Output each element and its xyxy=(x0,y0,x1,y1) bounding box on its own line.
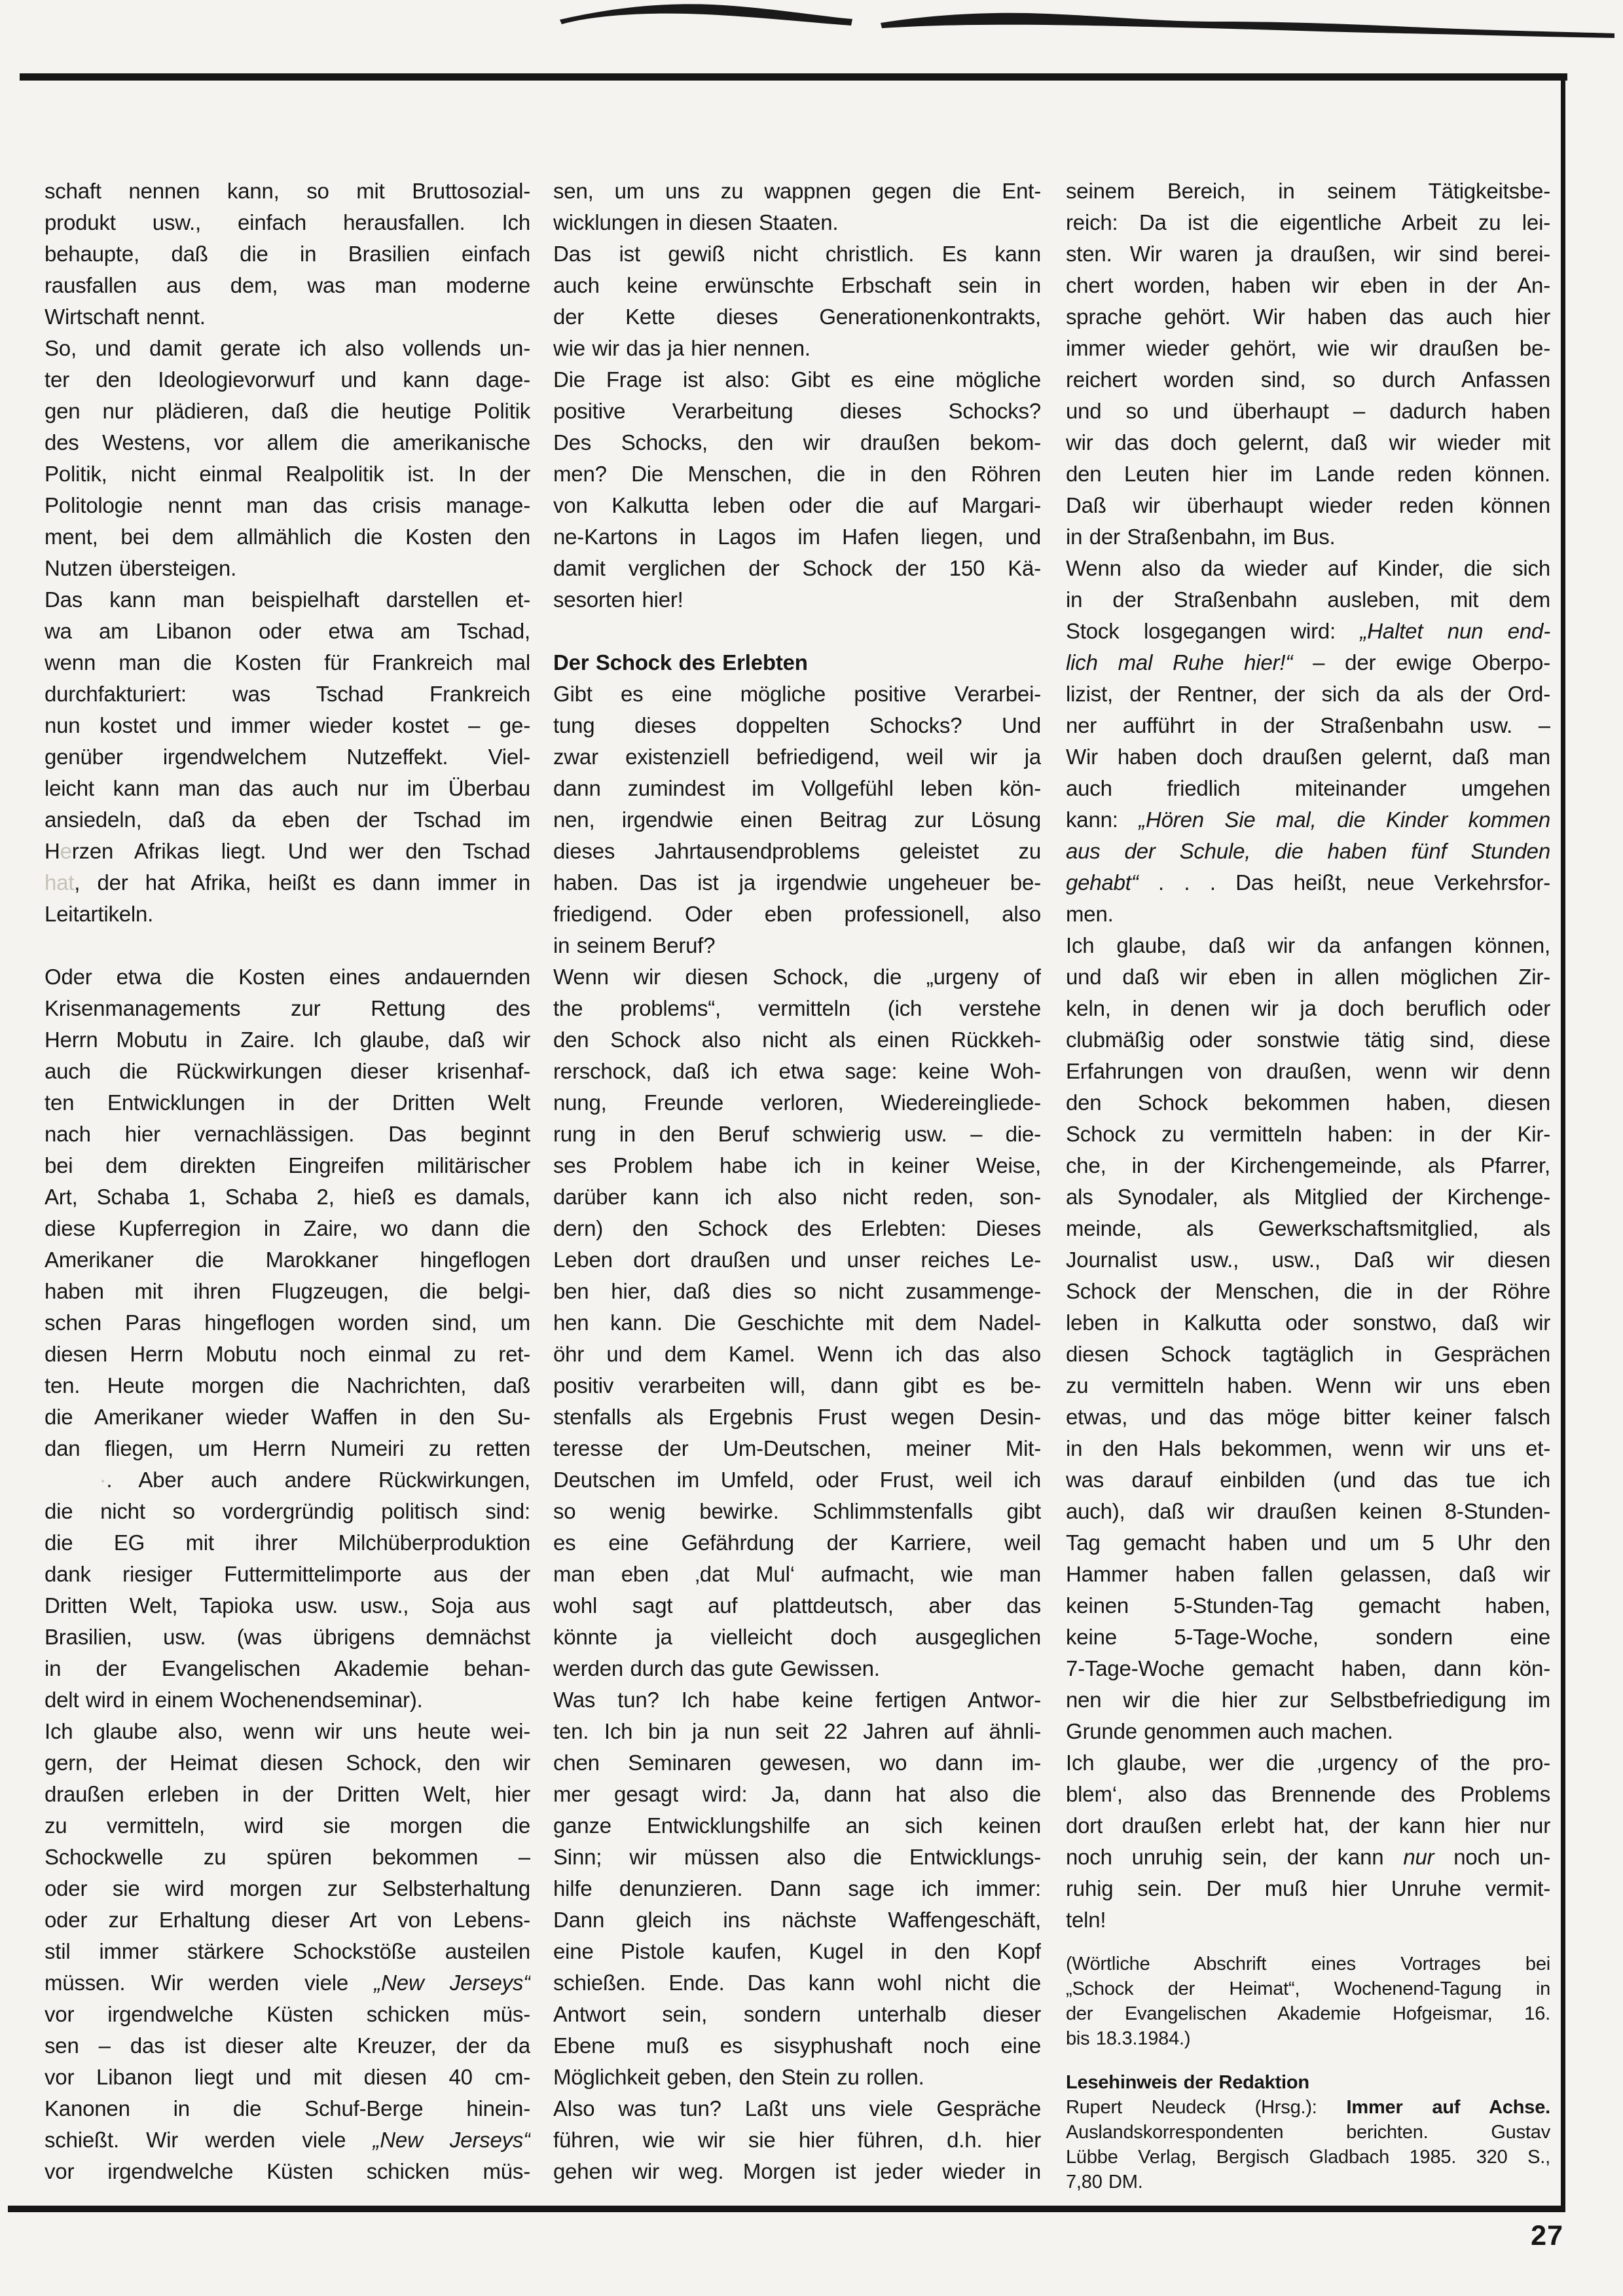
text-column-middle xyxy=(553,176,1041,2187)
text-line: zu vermitteln haben. Wenn wir uns eben xyxy=(1066,1373,1550,1398)
text-line: clubmäßig oder sonstwie tätig sind, diese xyxy=(1066,1028,1550,1052)
paragraph-gap xyxy=(553,616,1041,647)
text-line: gern, der Heimat diesen Schock, den wir xyxy=(45,1747,530,1779)
text-line xyxy=(1066,867,1550,898)
paragraph-gap xyxy=(1066,1936,1550,1952)
text-line: Des Schocks, den wir draußen bekom- xyxy=(553,430,1041,454)
text-line: Was tun? Ich habe keine fertigen Antwor- xyxy=(553,1688,1041,1712)
text-line: sen, um uns zu wappnen gegen die Ent- xyxy=(553,179,1041,203)
text-line: Daß wir überhaupt wieder reden können xyxy=(1066,493,1550,517)
right-margin-rule xyxy=(1561,76,1565,2212)
text-line: diese Kupferregion in Zaire, wo dann die xyxy=(45,1216,530,1240)
text-line: vor irgendwelche Küsten schicken müs- xyxy=(45,2159,530,2183)
text-line: dieses Jahrtausendproblems geleistet zu xyxy=(553,839,1041,863)
text-line: Schockwelle zu spüren bekommen – xyxy=(45,1845,530,1869)
text-line: ten. Heute morgen die Nachrichten, daß xyxy=(45,1373,530,1398)
text-line: lizist, der Rentner, der sich da als der Ord- xyxy=(1066,682,1550,706)
text-line: sten. Wir waren ja draußen, wir sind berei- xyxy=(1066,242,1550,266)
text-line: eine Pistole kaufen, Kugel in den Kopf xyxy=(553,1939,1041,1963)
text-line: Deutschen im Umfeld, oder Frust, weil ich xyxy=(553,1468,1041,1492)
text-segment: . . . Das heißt, neue Verkehrsfor- xyxy=(1138,870,1550,895)
text-line: den Schock also nicht als einen Rückkeh- xyxy=(553,1028,1041,1052)
paragraph-gap xyxy=(45,930,530,961)
text-line: nung, Freunde verloren, Wiedereingliede- xyxy=(553,1090,1041,1115)
text-line: Die Frage ist also: Gibt es eine mögliche xyxy=(553,367,1041,392)
text-line: produkt usw., einfach herausfallen. Ich xyxy=(45,210,530,234)
text-line: Krisenmanagements zur Rettung des xyxy=(45,996,530,1020)
text-line: von Kalkutta leben oder die auf Margari- xyxy=(553,493,1041,517)
text-line: diesen Schock tagtäglich in Gesprächen xyxy=(1066,1342,1550,1366)
text-line: als Synodaler, als Mitglied der Kirchenge- xyxy=(1066,1185,1550,1209)
text-segment: „Hören Sie mal, die Kinder kommen xyxy=(1139,807,1550,832)
text-line: Ich glaube also, wenn wir uns heute wei- xyxy=(45,1719,530,1743)
text-line: rausfallen aus dem, was man moderne xyxy=(45,273,530,297)
text-line: nen, irgendwie einen Beitrag zur Lösung xyxy=(553,807,1041,832)
text-line: the problems“, vermitteln (ich verstehe xyxy=(553,996,1041,1020)
text-line: die nicht so vordergründig politisch sind: xyxy=(45,1499,530,1523)
text-line: Ich glaube, wer die ‚urgency of the pro- xyxy=(1066,1750,1550,1775)
text-line: hen kann. Die Geschichte mit dem Nadel- xyxy=(553,1310,1041,1335)
text-line: meinde, als Gewerkschaftsmitglied, als xyxy=(1066,1216,1550,1240)
text-line: wohl sagt auf plattdeutsch, aber das xyxy=(553,1593,1041,1618)
text-line: auch), daß wir draußen keinen 8-Stunden- xyxy=(1066,1499,1550,1523)
text-line: Ebene muß es sisyphushaft noch eine xyxy=(553,2033,1041,2058)
text-line: darüber kann ich also nicht reden, son- xyxy=(553,1185,1041,1209)
text-line: in der Straßenbahn ausleben, mit dem xyxy=(1066,587,1550,612)
text-line: Politologie nennt man das crisis manage- xyxy=(45,493,530,517)
text-line: oder zur Erhaltung dieser Art von Lebens- xyxy=(45,1908,530,1932)
text-line: sprache gehört. Wir haben das auch hier xyxy=(1066,305,1550,329)
text-line: auch friedlich miteinander umgehen xyxy=(1066,776,1550,800)
text-line: Brasilien, usw. (was übrigens demnächst xyxy=(45,1625,530,1649)
text-line: Ich glaube, daß wir da anfangen können, xyxy=(1066,933,1550,957)
text-line: Nutzen übersteigen. xyxy=(45,556,237,580)
text-line: den Schock bekommen haben, diesen xyxy=(1066,1090,1550,1115)
text-line: Politik, nicht einmal Realpolitik ist. In der xyxy=(45,462,530,486)
text-line: Lübbe Verlag, Bergisch Gladbach 1985. 320 S., xyxy=(1066,2146,1550,2168)
text-segment: H xyxy=(45,839,60,863)
text-line: nen wir die hier zur Selbstbefriedigung im xyxy=(1066,1688,1550,1712)
text-line: es eine Gefährdung der Karriere, weil xyxy=(553,1530,1041,1555)
text-line: der Evangelischen Akademie Hofgeismar, 16. xyxy=(1066,2003,1550,2024)
text-segment: hat xyxy=(45,870,75,895)
text-line: Wirtschaft nennt. xyxy=(45,305,206,329)
text-line: 7-Tage-Woche gemacht haben, dann kön- xyxy=(1066,1656,1550,1680)
text-line: Dritten Welt, Tapioka usw. usw., Soja aus xyxy=(45,1593,530,1618)
text-line: men. xyxy=(1066,902,1114,926)
text-line: reich: Da ist die eigentliche Arbeit zu lei- xyxy=(1066,210,1550,234)
text-line: auch keine erwünschte Erbschaft sein in xyxy=(553,273,1041,297)
text-line: ganze Entwicklungshilfe an sich keinen xyxy=(553,1813,1041,1838)
text-line xyxy=(45,2124,530,2156)
text-line: men? Die Menschen, die in den Röhren xyxy=(553,462,1041,486)
text-line: wie wir das ja hier nennen. xyxy=(553,336,811,360)
text-line: stil immer stärkere Schockstöße austeilen xyxy=(45,1939,530,1963)
text-line: sen – das ist dieser alte Kreuzer, der da xyxy=(45,2033,530,2058)
text-line: ment, bei dem allmählich die Kosten den xyxy=(45,525,530,549)
heading-line: Der Schock des Erlebten xyxy=(553,650,808,675)
text-line: Antwort sein, sondern unterhalb dieser xyxy=(553,2002,1041,2026)
text-line: oder sie wird morgen zur Selbsterhaltung xyxy=(45,1876,530,1900)
text-line: Gibt es eine mögliche positive Verarbei- xyxy=(553,682,1041,706)
text-line: teln! xyxy=(1066,1908,1106,1932)
text-segment: rzen Afrikas liegt. Und wer den Tschad xyxy=(71,839,530,863)
text-segment: Immer auf Achse. xyxy=(1346,2096,1550,2118)
text-segment: noch un- xyxy=(1434,1845,1550,1869)
text-line: schießen. Ende. Das kann wohl nicht die xyxy=(553,1971,1041,1995)
text-line: haben. Das ist ja irgendwie ungeheuer be- xyxy=(553,870,1041,895)
text-line: in der Evangelischen Akademie behan- xyxy=(45,1656,530,1680)
text-line: Erfahrungen von draußen, wenn wir denn xyxy=(1066,1059,1550,1083)
text-segment: „New Jerseys“ xyxy=(373,2128,530,2152)
text-line: tung dieses doppelten Schocks? Und xyxy=(553,713,1041,737)
text-line: rung in den Beruf schwierig usw. – die- xyxy=(553,1122,1041,1146)
text-line: wicklungen in diesen Staaten. xyxy=(553,210,839,234)
text-line: werden durch das gute Gewissen. xyxy=(553,1656,880,1680)
text-segment: aus der Schule, die haben fünf Stunden xyxy=(1066,839,1550,863)
text-line: teresse der Um-Deutschen, meiner Mit- xyxy=(553,1436,1041,1460)
text-line: Das kann man beispielhaft darstellen et- xyxy=(45,587,530,612)
ink-smear-artifact xyxy=(0,0,1623,46)
text-line: die Amerikaner wieder Waffen in den Su- xyxy=(45,1405,530,1429)
text-line: man eben ‚dat Mul‘ aufmacht, wie man xyxy=(553,1562,1041,1586)
top-rule xyxy=(20,73,1567,81)
text-line: chert worden, haben wir eben in der An- xyxy=(1066,273,1550,297)
text-line: Herrn Mobutu in Zaire. Ich glaube, daß wir xyxy=(45,1028,530,1052)
text-line: Wenn wir diesen Schock, die „urgeny of xyxy=(553,965,1041,989)
text-line: mer gesagt wird: Ja, dann hat also die xyxy=(553,1782,1041,1806)
text-line: chen Seminaren gewesen, wo dann im- xyxy=(553,1750,1041,1775)
text-line: Tag gemacht haben und um 5 Uhr den xyxy=(1066,1530,1550,1555)
text-line xyxy=(1066,836,1550,867)
text-line: dan fliegen, um Herrn Numeiri zu retten xyxy=(45,1436,530,1460)
text-segment: e xyxy=(60,839,72,863)
text-segment: „Haltet nun end- xyxy=(1360,619,1550,643)
text-line: auch die Rückwirkungen dieser krisenhaf- xyxy=(45,1059,530,1083)
text-line: Schock zu vermitteln haben: in der Kir- xyxy=(1066,1122,1550,1146)
text-line: positive Verarbeitung dieses Schocks? xyxy=(553,399,1041,423)
bottom-rule xyxy=(8,2206,1565,2212)
text-line xyxy=(45,1464,530,1496)
text-line: könnte ja vielleicht doch ausgeglichen xyxy=(553,1625,1041,1649)
text-line: dern) den Schock des Erlebten: Dieses xyxy=(553,1216,1041,1240)
text-segment: , der hat Afrika, heißt es dann immer in xyxy=(74,870,530,895)
text-line: Wir haben doch draußen gelernt, daß man xyxy=(1066,745,1550,769)
text-segment: müssen. Wir werden viele xyxy=(45,1971,374,1995)
text-segment: schießt. Wir werden viele xyxy=(45,2128,373,2152)
text-line: die EG mit ihrer Milchüberproduktion xyxy=(45,1530,530,1555)
text-line: in seinem Beruf? xyxy=(553,933,716,957)
text-line: der Kette dieses Generationenkontrakts, xyxy=(553,305,1041,329)
text-line: etwas, und das möge bitter keiner falsch xyxy=(1066,1405,1550,1429)
text-line: ner aufführt in der Straßenbahn usw. – xyxy=(1066,713,1550,737)
text-line: Oder etwa die Kosten eines andauernden xyxy=(45,965,530,989)
text-line: reichert worden sind, so durch Anfassen xyxy=(1066,367,1550,392)
text-segment: „New Jerseys“ xyxy=(374,1971,530,1995)
text-line: diesen Herrn Mobutu noch einmal zu ret- xyxy=(45,1342,530,1366)
text-line: öhr und dem Kamel. Wenn ich das also xyxy=(553,1342,1041,1366)
text-segment: nur xyxy=(1403,1845,1434,1869)
text-line: Dann gleich ins nächste Waffengeschäft, xyxy=(553,1908,1041,1932)
text-line xyxy=(1066,647,1550,678)
text-line: bis 18.3.1984.) xyxy=(1066,2028,1191,2049)
text-column-right xyxy=(1066,176,1550,2194)
text-line: blem‘, also das Brennende des Problems xyxy=(1066,1782,1550,1806)
text-line: schen Paras hingeflogen worden sind, um xyxy=(45,1310,530,1335)
text-line: Art, Schaba 1, Schaba 2, hieß es damals, xyxy=(45,1185,530,1209)
text-line: des Westens, vor allem die amerikanische xyxy=(45,430,530,454)
text-line: seinem Bereich, in seinem Tätigkeitsbe- xyxy=(1066,179,1550,203)
text-line: ten. Ich bin ja nun seit 22 Jahren auf ähnli- xyxy=(553,1719,1041,1743)
text-line: stenfalls als Ergebnis Frust wegen Desin- xyxy=(553,1405,1041,1429)
text-line: vor Libanon liegt und mit diesen 40 cm- xyxy=(45,2065,530,2089)
text-line: ter den Ideologievorwurf und kann dage- xyxy=(45,367,530,392)
text-line: in den Hals bekommen, wenn wir uns et- xyxy=(1066,1436,1550,1460)
text-line xyxy=(45,836,530,867)
text-line xyxy=(1066,616,1550,647)
text-line: wir das doch gelernt, daß wir wieder mit xyxy=(1066,430,1550,454)
text-line: nach hier vernachlässigen. Das beginnt xyxy=(45,1122,530,1146)
text-line: was darauf einbilden (und das tue ich xyxy=(1066,1468,1550,1492)
text-line: (Wörtliche Abschrift eines Vortrages bei xyxy=(1066,1953,1550,1974)
text-segment: – der ewige Oberpo- xyxy=(1292,650,1550,675)
text-line: durchfakturiert: was Tschad Frankreich xyxy=(45,682,530,706)
text-line: Hammer haben fallen gelassen, daß wir xyxy=(1066,1562,1550,1586)
text-line: gen nur plädieren, daß die heutige Politik xyxy=(45,399,530,423)
text-line: che, in der Kirchengemeinde, als Pfarrer, xyxy=(1066,1153,1550,1177)
text-line: ruhig sein. Der muß hier Unruhe vermit- xyxy=(1066,1876,1550,1900)
text-line: sesorten hier! xyxy=(553,587,684,612)
text-segment: lich mal Ruhe hier!“ xyxy=(1066,650,1293,675)
text-line xyxy=(1066,2095,1550,2120)
text-line: ses Problem habe ich in keiner Weise, xyxy=(553,1153,1041,1177)
text-line: Sinn; wir müssen also die Entwicklungs- xyxy=(553,1845,1041,1869)
text-line: keine 5-Tage-Woche, sondern eine xyxy=(1066,1625,1550,1649)
text-line: So, und damit gerate ich also vollends un- xyxy=(45,336,530,360)
text-line: positiv verarbeiten will, dann gibt es be- xyxy=(553,1373,1041,1398)
text-line: ben hier, daß dies so nicht zusammenge- xyxy=(553,1279,1041,1303)
text-line: haben mit ihren Flugzeugen, die belgi- xyxy=(45,1279,530,1303)
text-line: gehen wir weg. Morgen ist jeder wieder in xyxy=(553,2159,1041,2183)
text-line: leicht kann man das auch nur im Überbau xyxy=(45,776,530,800)
text-segment: . Aber auch andere Rückwirkungen, xyxy=(106,1468,530,1492)
text-line: bei dem direkten Eingreifen militärischer xyxy=(45,1153,530,1177)
text-segment: Stock losgegangen wird: xyxy=(1066,619,1360,643)
text-line: delt wird in einem Wochenendseminar). xyxy=(45,1688,423,1712)
text-line: Das ist gewiß nicht christlich. Es kann xyxy=(553,242,1041,266)
text-line: genüber irgendwelchem Nutzeffekt. Viel- xyxy=(45,745,530,769)
text-line: behaupte, daß die in Brasilien einfach xyxy=(45,242,530,266)
text-line: keinen 5-Stunden-Tag gemacht haben, xyxy=(1066,1593,1550,1618)
text-line: Wenn also da wieder auf Kinder, die sich xyxy=(1066,556,1550,580)
text-line: und daß wir eben in allen möglichen Zir- xyxy=(1066,965,1550,989)
text-line xyxy=(45,1967,530,1999)
text-line: Schock der Menschen, die in der Röhre xyxy=(1066,1279,1550,1303)
text-line: Möglichkeit geben, den Stein zu rollen. xyxy=(553,2065,924,2089)
text-line: wenn man die Kosten für Frankreich mal xyxy=(45,650,530,675)
text-segment: · xyxy=(45,1468,107,1492)
page-number: 27 xyxy=(1531,2220,1563,2251)
text-line: schaft nennen kann, so mit Bruttosozial- xyxy=(45,179,530,203)
text-line: führen, wie wir sie hier führen, d.h. hier xyxy=(553,2128,1041,2152)
text-line: ten Entwicklungen in der Dritten Welt xyxy=(45,1090,530,1115)
text-line: wa am Libanon oder etwa am Tschad, xyxy=(45,619,530,643)
text-line: damit verglichen der Schock der 150 Kä- xyxy=(553,556,1041,580)
text-line: dank riesiger Futtermittelimporte aus der xyxy=(45,1562,530,1586)
text-line: nun kostet und immer wieder kostet – ge- xyxy=(45,713,530,737)
text-line: ansiedeln, daß da eben der Tschad im xyxy=(45,807,530,832)
text-segment: Rupert Neudeck (Hrsg.): xyxy=(1066,2096,1347,2118)
text-line: Leitartikeln. xyxy=(45,902,154,926)
text-line: zwar existenziell befriedigend, weil wir ja xyxy=(553,745,1041,769)
text-line xyxy=(45,867,530,898)
text-line: rerschock, daß ich etwa sage: keine Woh- xyxy=(553,1059,1041,1083)
text-column-left xyxy=(45,176,530,2187)
text-segment: gehabt“ xyxy=(1066,870,1139,895)
text-line: Kanonen in die Schuf-Berge hinein- xyxy=(45,2096,530,2120)
text-line: hilfe denunzieren. Dann sage ich immer: xyxy=(553,1876,1041,1900)
paragraph-gap xyxy=(1066,2051,1550,2070)
text-line: immer wieder gehört, wie wir draußen be- xyxy=(1066,336,1550,360)
text-line: dann zumindest im Vollgefühl leben kön- xyxy=(553,776,1041,800)
text-line: dort draußen erlebt hat, der kann hier nur xyxy=(1066,1813,1550,1838)
text-line: den Leuten hier im Lande reden können. xyxy=(1066,462,1550,486)
text-segment: kann: xyxy=(1066,807,1139,832)
text-segment: noch unruhig sein, der kann xyxy=(1066,1845,1404,1869)
text-line: keln, in denen wir ja doch beruflich oder xyxy=(1066,996,1550,1020)
text-line: in der Straßenbahn, im Bus. xyxy=(1066,525,1336,549)
text-line: Leben dort draußen und unser reiches Le- xyxy=(553,1248,1041,1272)
text-line: Also was tun? Laßt uns viele Gespräche xyxy=(553,2096,1041,2120)
text-line: ne-Kartons in Lagos im Hafen liegen, und xyxy=(553,525,1041,549)
text-line: zu vermitteln, wird sie morgen die xyxy=(45,1813,530,1838)
text-line: Grunde genommen auch machen. xyxy=(1066,1719,1393,1743)
text-line: leben in Kalkutta oder sonstwo, daß wir xyxy=(1066,1310,1550,1335)
text-line xyxy=(1066,804,1550,836)
text-line: Journalist usw., usw., Daß wir diesen xyxy=(1066,1248,1550,1272)
text-line: Auslandskorrespondenten berichten. Gustav xyxy=(1066,2121,1550,2143)
text-line: draußen erleben in der Dritten Welt, hier xyxy=(45,1782,530,1806)
text-line xyxy=(1066,1842,1550,1873)
text-line: Amerikaner die Marokkaner hingeflogen xyxy=(45,1248,530,1272)
text-line: so wenig bewirke. Schlimmstenfalls gibt xyxy=(553,1499,1041,1523)
text-line: 7,80 DM. xyxy=(1066,2171,1143,2193)
text-line: friedigend. Oder eben professionell, also xyxy=(553,902,1041,926)
text-line: vor irgendwelche Küsten schicken müs- xyxy=(45,2002,530,2026)
heading-line: Lesehinweis der Redaktion xyxy=(1066,2071,1309,2093)
text-line: „Schock der Heimat“, Wochenend-Tagung in xyxy=(1066,1978,1550,1999)
text-line: und so und überhaupt – dadurch haben xyxy=(1066,399,1550,423)
